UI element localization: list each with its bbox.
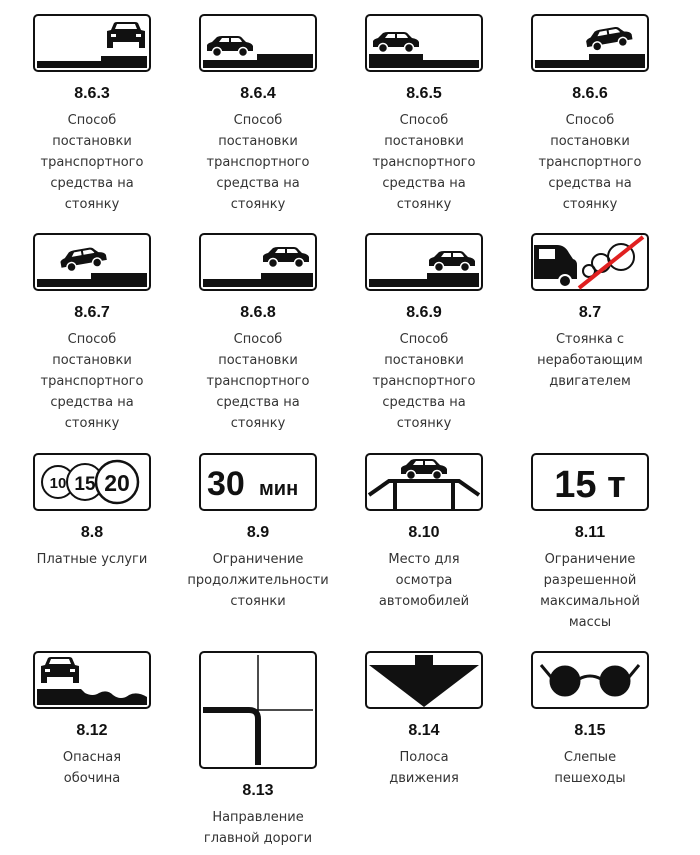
sign-item [9, 233, 175, 434]
sign-description: Способ постановки транспортного средства на стоянку [372, 113, 476, 212]
sign-description: Ограничение продолжительности стоянки [187, 552, 329, 609]
sign-8-8-icon [33, 453, 151, 511]
sign-item [9, 651, 175, 789]
sign-8-12-icon [33, 651, 151, 709]
sign-text: мин [259, 478, 299, 500]
sign-code: 8.6.9 [406, 304, 442, 321]
sign-description: Платные услуги [36, 552, 148, 567]
sign-8-7-icon [531, 233, 649, 291]
sign-code: 8.10 [408, 524, 440, 541]
sign-item [9, 14, 175, 215]
sign-8-6-6-icon [531, 14, 649, 72]
sign-code: 8.6.7 [74, 304, 110, 321]
sign-8-6-9-icon [365, 233, 483, 291]
sign-description: Ограничение разрешенной максимальной массы [540, 552, 640, 630]
sign-8-6-3-icon [33, 14, 151, 72]
sign-code: 8.7 [578, 304, 602, 321]
sign-code: 8.8 [80, 524, 104, 541]
sign-8-9-icon [199, 453, 317, 511]
sign-description: Способ постановки транспортного средства на стоянку [372, 332, 476, 431]
sign-item [175, 233, 341, 434]
sign-code: 8.6.4 [240, 85, 276, 102]
sign-description: Способ постановки транспортного средства на стоянку [206, 332, 310, 431]
sign-8-6-4-icon [199, 14, 317, 72]
sign-item [507, 453, 673, 633]
sign-text: 30 [207, 465, 245, 503]
sign-description: Способ постановки транспортного средства на стоянку [40, 332, 144, 431]
sign-8-6-8-icon [199, 233, 317, 291]
sign-text: 10 [49, 475, 67, 492]
sign-code: 8.6.5 [406, 85, 442, 102]
sign-8-6-5-icon [365, 14, 483, 72]
sign-code: 8.6.3 [74, 85, 110, 102]
sign-description: Место для осмотра автомобилей [378, 552, 470, 609]
sign-item [507, 233, 673, 392]
sign-description: Направление главной дороги [203, 810, 313, 846]
sign-item [341, 453, 507, 612]
sign-code: 8.6.8 [240, 304, 276, 321]
sign-item [9, 453, 175, 570]
sign-description: Стоянка с неработающим двигателем [537, 332, 643, 389]
sign-item [507, 651, 673, 789]
sign-item [341, 233, 507, 434]
sign-item [175, 453, 341, 612]
sign-code: 8.11 [574, 524, 606, 541]
sign-8-15-icon [531, 651, 649, 709]
sign-item [341, 14, 507, 215]
sign-text: 20 [104, 470, 130, 496]
sign-description: Способ постановки транспортного средства на стоянку [206, 113, 310, 212]
sign-code: 8.14 [408, 722, 440, 739]
sign-item [175, 651, 341, 849]
sign-8-14-icon [365, 651, 483, 709]
sign-item [507, 14, 673, 215]
sign-text: 15 [74, 474, 96, 495]
sign-description: Опасная обочина [62, 750, 122, 786]
sign-text: 15 т [554, 464, 626, 506]
sign-code: 8.6.6 [572, 85, 608, 102]
sign-8-10-icon [365, 453, 483, 511]
sign-code: 8.13 [242, 782, 274, 799]
sign-8-6-7-icon [33, 233, 151, 291]
sign-description: Способ постановки транспортного средства на стоянку [538, 113, 642, 212]
sign-8-11-icon [531, 453, 649, 511]
sign-item [175, 14, 341, 215]
sign-description: Слепые пешеходы [554, 750, 626, 786]
sign-description: Полоса движения [389, 750, 459, 786]
sign-code: 8.12 [76, 722, 108, 739]
sign-code: 8.15 [574, 722, 606, 739]
sign-8-13-icon [199, 651, 317, 769]
sign-item [341, 651, 507, 789]
sign-description: Способ постановки транспортного средства на стоянку [40, 113, 144, 212]
sign-code: 8.9 [246, 524, 270, 541]
